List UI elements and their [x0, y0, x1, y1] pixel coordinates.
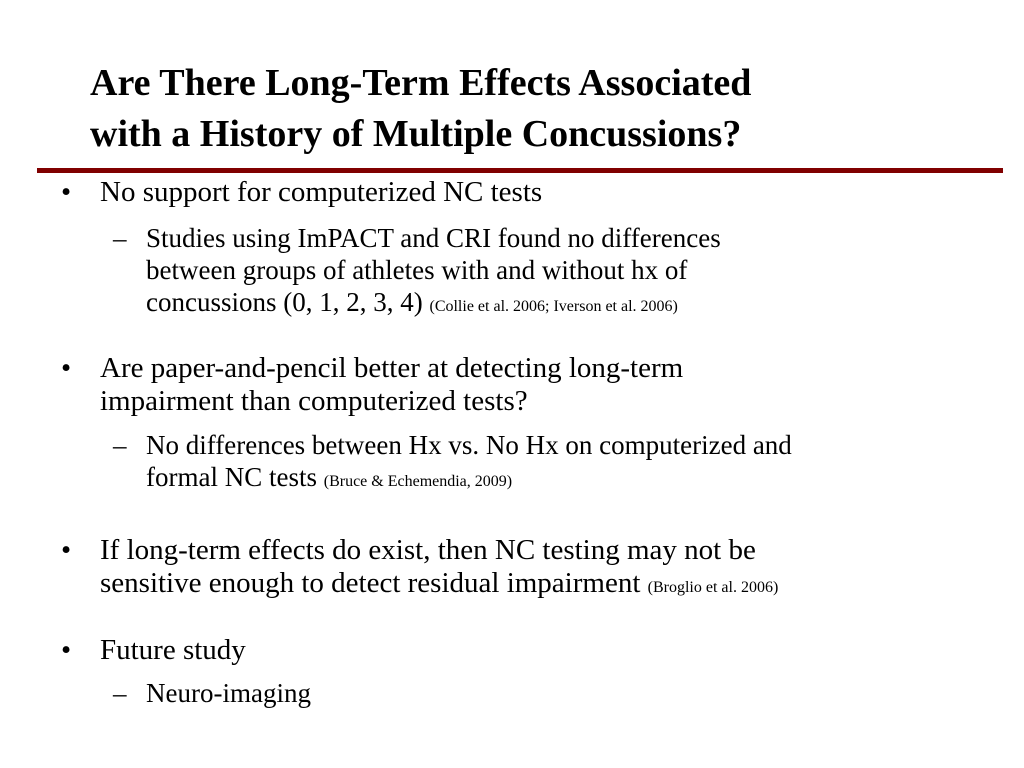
dash-marker-icon: – — [113, 430, 127, 460]
bullet-text-line: Future study — [100, 634, 246, 666]
citation: (Bruce & Echemendia, 2009) — [323, 473, 513, 490]
sub-bullet-text-line: No differences between Hx vs. No Hx on computerized and — [146, 430, 792, 460]
sub-bullet-text-line — [146, 286, 721, 323]
bullet-text-line: impairment than computerized tests? — [100, 385, 528, 417]
bullet-dot-icon: • — [61, 534, 72, 566]
bullet-item-1 — [61, 176, 543, 209]
bullet-text: sensitive enough to detect residual impairment — [100, 567, 641, 599]
bullet-dot-icon: • — [61, 352, 72, 384]
bullet-dot-icon: • — [61, 176, 72, 208]
citation: (Collie et al. 2006; Iverson et al. 2006) — [429, 298, 678, 315]
bullet-text-line: If long-term effects do exist, then NC testing may not be — [100, 534, 756, 566]
slide-title-line-2: with a History of Multiple Concussions? — [90, 113, 742, 155]
bullet-item-2 — [61, 352, 684, 418]
sub-bullet-text-line — [146, 461, 792, 498]
sub-bullet-item-4-1 — [113, 677, 311, 709]
dash-marker-icon: – — [113, 223, 127, 253]
sub-bullet-text-line: Neuro-imaging — [146, 678, 311, 708]
title-divider-rule — [37, 168, 1003, 173]
dash-marker-icon: – — [113, 678, 127, 708]
sub-bullet-text: formal NC tests — [146, 462, 317, 492]
slide-title-line-1: Are There Long-Term Effects Associated — [90, 62, 752, 104]
sub-bullet-item-2-1 — [113, 429, 792, 498]
sub-bullet-item-1-1 — [113, 222, 721, 323]
sub-bullet-text: concussions (0, 1, 2, 3, 4) — [146, 287, 423, 317]
bullet-text-line — [100, 567, 778, 604]
bullet-item-4 — [61, 634, 246, 667]
bullet-text-line: No support for computerized NC tests — [100, 176, 543, 208]
bullet-dot-icon: • — [61, 634, 72, 666]
citation: (Broglio et al. 2006) — [647, 579, 779, 596]
bullet-item-3 — [61, 534, 779, 604]
sub-bullet-text-line: between groups of athletes with and without hx of — [146, 255, 688, 285]
bullet-text-line: Are paper-and-pencil better at detecting long-term — [100, 352, 684, 384]
slide-title — [90, 58, 990, 160]
sub-bullet-text-line: Studies using ImPACT and CRI found no differences — [146, 223, 721, 253]
